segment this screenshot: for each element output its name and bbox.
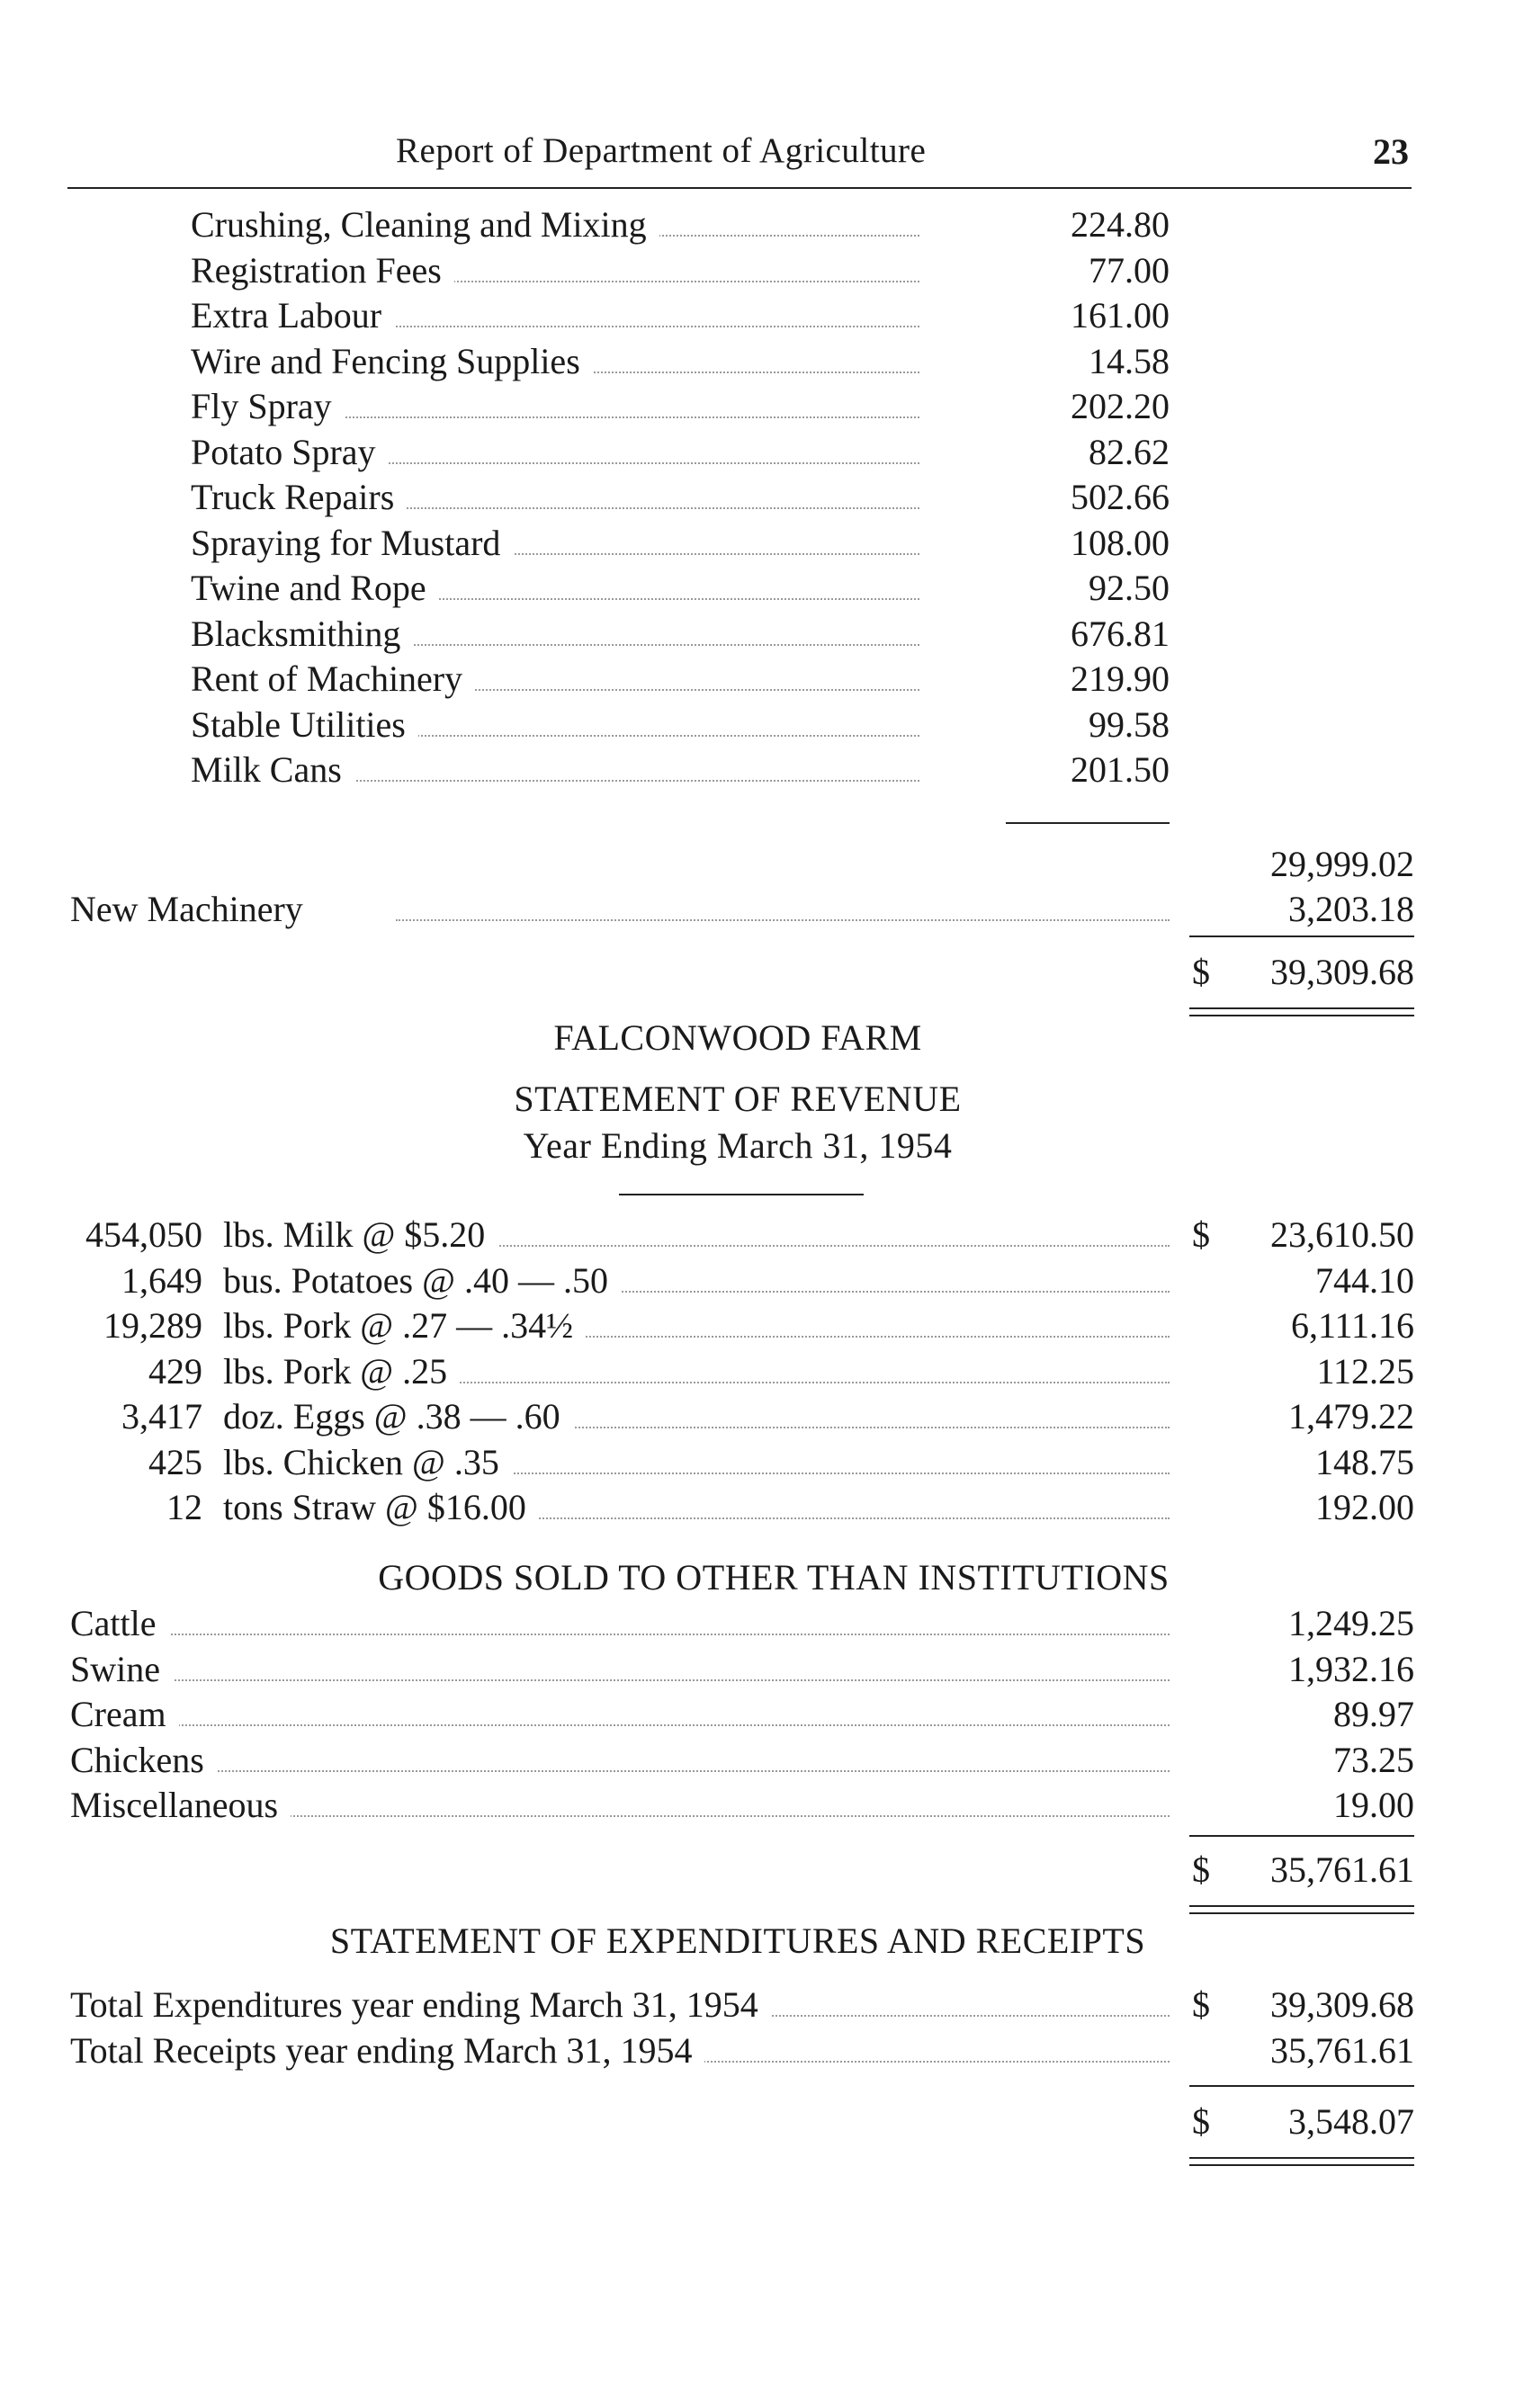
expense-item-amount: 676.81 — [1058, 612, 1170, 657]
revenue-item-row — [0, 1303, 1524, 1348]
revenue-description: lbs. Pork @ .25 — [223, 1349, 460, 1394]
revenue-total: 35,761.61 — [1258, 1848, 1414, 1893]
leader-dots — [81, 1647, 1170, 1692]
expense-item-amount: 224.80 — [1058, 202, 1170, 247]
dollar-sign: $ — [1192, 2099, 1210, 2144]
goods-item-amount: 1,249.25 — [1276, 1601, 1414, 1646]
revenue-quantity: 1,649 — [36, 1258, 202, 1303]
revenue-quantity: 12 — [36, 1485, 202, 1530]
expense-item-label: Extra Labour — [191, 293, 394, 338]
revenue-amount: 112.25 — [1304, 1349, 1414, 1394]
revenue-title: STATEMENT OF REVENUE — [514, 1079, 962, 1119]
revenue-item-row — [0, 1258, 1524, 1303]
revenue-amount: 6,111.16 — [1278, 1303, 1414, 1348]
double-rule-top — [1189, 1007, 1414, 1009]
revenue-description: lbs. Pork @ .27 — .34½ — [223, 1303, 586, 1348]
expense-item-row — [0, 703, 1524, 747]
revenue-quantity: 19,289 — [36, 1303, 202, 1348]
expense-item-label: Potato Spray — [191, 430, 389, 475]
goods-sold-heading: GOODS SOLD TO OTHER THAN INSTITUTIONS — [378, 1557, 1170, 1598]
revenue-item-row — [0, 1349, 1524, 1394]
total-rule — [1189, 935, 1414, 937]
expense-total: 39,309.68 — [1258, 950, 1414, 995]
goods-item-row — [0, 1692, 1524, 1737]
expense-item-amount: 161.00 — [1058, 293, 1170, 338]
summary-title: STATEMENT OF EXPENDITURES AND RECEIPTS — [329, 1920, 1146, 1961]
expense-item-amount: 77.00 — [1076, 248, 1170, 293]
expense-item-label: Registration Fees — [191, 248, 454, 293]
goods-item-label: Chickens — [70, 1738, 217, 1783]
expense-item-row — [0, 475, 1524, 520]
double-rule-bottom — [1189, 1912, 1414, 1914]
header-rule — [67, 187, 1412, 189]
leader-dots — [81, 1601, 1170, 1646]
expense-item-amount: 82.62 — [1076, 430, 1170, 475]
summary-row — [0, 2028, 1524, 2073]
expense-item-row — [0, 612, 1524, 657]
expense-item-row — [0, 248, 1524, 293]
revenue-quantity: 3,417 — [36, 1394, 202, 1439]
expense-item-amount: 502.66 — [1058, 475, 1170, 520]
expense-item-row — [0, 430, 1524, 475]
summary-amount: 35,761.61 — [1258, 2028, 1414, 2073]
new-machinery-label: New Machinery — [70, 887, 316, 932]
revenue-period: Year Ending March 31, 1954 — [523, 1125, 953, 1166]
summary-label: Total Expenditures year ending March 31, 1954 — [70, 1983, 771, 2028]
expense-item-row — [0, 566, 1524, 611]
revenue-quantity: 425 — [36, 1440, 202, 1485]
revenue-description: doz. Eggs @ .38 — .60 — [223, 1394, 573, 1439]
subtotal-rule — [1006, 822, 1170, 824]
leader-dots — [81, 1738, 1170, 1783]
goods-item-amount: 89.97 — [1321, 1692, 1414, 1737]
expense-item-row — [0, 657, 1524, 702]
expense-item-amount: 202.20 — [1058, 384, 1170, 429]
revenue-amount: 148.75 — [1303, 1440, 1414, 1485]
expense-total-row — [0, 950, 1524, 995]
goods-item-row — [0, 1647, 1524, 1692]
heading-rule — [619, 1194, 864, 1195]
expense-item-row — [0, 384, 1524, 429]
dollar-sign: $ — [1192, 950, 1210, 995]
expense-item-label: Stable Utilities — [191, 703, 418, 747]
goods-item-row — [0, 1738, 1524, 1783]
expense-subtotal: 29,999.02 — [1258, 842, 1414, 887]
expense-item-row — [0, 521, 1524, 566]
expense-item-label: Rent of Machinery — [191, 657, 475, 702]
expense-subtotal-row — [0, 842, 1524, 887]
goods-item-amount: 73.25 — [1321, 1738, 1414, 1783]
new-machinery-amount: 3,203.18 — [1276, 887, 1414, 932]
expense-item-amount: 92.50 — [1076, 566, 1170, 611]
running-header: Report of Department of Agriculture — [396, 131, 927, 170]
summary-amount: 39,309.68 — [1258, 1983, 1414, 2028]
expense-item-label: Blacksmithing — [191, 612, 413, 657]
revenue-quantity: 454,050 — [36, 1213, 202, 1258]
summary-label: Total Receipts year ending March 31, 1954 — [70, 2028, 704, 2073]
expense-item-label: Truck Repairs — [191, 475, 407, 520]
dollar-sign: $ — [1192, 1213, 1210, 1258]
revenue-description: lbs. Chicken @ .35 — [223, 1440, 512, 1485]
goods-item-amount: 1,932.16 — [1276, 1647, 1414, 1692]
revenue-description: bus. Potatoes @ .40 — .50 — [223, 1258, 621, 1303]
expense-item-row — [0, 747, 1524, 792]
expense-item-amount: 99.58 — [1076, 703, 1170, 747]
expense-item-amount: 108.00 — [1058, 521, 1170, 566]
double-rule-bottom — [1189, 2164, 1414, 2166]
goods-item-row — [0, 1601, 1524, 1646]
goods-item-label: Cream — [70, 1692, 179, 1737]
expense-item-label: Spraying for Mustard — [191, 521, 513, 566]
revenue-item-row — [0, 1213, 1524, 1258]
leader-dots — [81, 1692, 1170, 1737]
leader-dots — [396, 887, 1170, 932]
goods-item-row — [0, 1783, 1524, 1828]
revenue-total-rule — [1189, 1835, 1414, 1837]
revenue-amount: 23,610.50 — [1258, 1213, 1414, 1258]
expense-item-amount: 14.58 — [1076, 339, 1170, 384]
goods-item-label: Miscellaneous — [70, 1783, 291, 1828]
double-rule-top — [1189, 2157, 1414, 2159]
expense-item-label: Twine and Rope — [191, 566, 439, 611]
revenue-item-row — [0, 1394, 1524, 1439]
summary-row — [0, 1983, 1524, 2028]
farm-name-heading: FALCONWOOD FARM — [553, 1017, 922, 1058]
goods-item-label: Cattle — [70, 1601, 169, 1646]
dollar-sign: $ — [1192, 1848, 1210, 1893]
expense-item-row — [0, 293, 1524, 338]
new-machinery-row — [0, 887, 1524, 932]
revenue-description: lbs. Milk @ $5.20 — [223, 1213, 498, 1258]
expense-item-row — [0, 202, 1524, 247]
expense-item-amount: 219.90 — [1058, 657, 1170, 702]
expense-item-label: Crushing, Cleaning and Mixing — [191, 202, 659, 247]
difference-row — [0, 2099, 1524, 2144]
double-rule-top — [1189, 1905, 1414, 1907]
difference-amount: 3,548.07 — [1276, 2099, 1414, 2144]
expense-item-label: Fly Spray — [191, 384, 345, 429]
revenue-total-row — [0, 1848, 1524, 1893]
revenue-amount: 192.00 — [1303, 1485, 1414, 1530]
difference-rule — [1189, 2085, 1414, 2087]
revenue-description: tons Straw @ $16.00 — [223, 1485, 539, 1530]
revenue-amount: 744.10 — [1303, 1258, 1414, 1303]
expense-item-amount: 201.50 — [1058, 747, 1170, 792]
revenue-quantity: 429 — [36, 1349, 202, 1394]
revenue-item-row — [0, 1440, 1524, 1485]
expense-item-row — [0, 339, 1524, 384]
revenue-item-row — [0, 1485, 1524, 1530]
dollar-sign: $ — [1192, 1983, 1210, 2028]
expense-item-label: Wire and Fencing Supplies — [191, 339, 593, 384]
goods-item-amount: 19.00 — [1321, 1783, 1414, 1828]
revenue-amount: 1,479.22 — [1276, 1394, 1414, 1439]
expense-item-label: Milk Cans — [191, 747, 354, 792]
page-number: 23 — [1373, 131, 1409, 172]
goods-item-label: Swine — [70, 1647, 173, 1692]
